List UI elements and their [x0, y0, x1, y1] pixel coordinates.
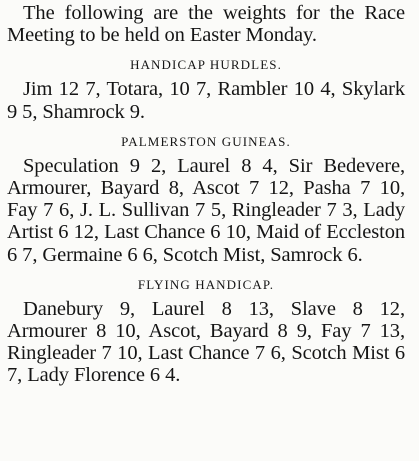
section-heading-palmerston-guineas: PALMERSTON GUINEAS. — [121, 133, 291, 149]
section-heading-flying-handicap: FLYING HANDICAP. — [137, 276, 275, 292]
section-text-flying-handicap: Danebury 9, Laurel 8 13, Slave 8 12, Armourer 8 10, Ascot, Bayard 8 9, Fay 7 13, Ringleader 7 10, Last Chance 7 6, Scotch Mist 6 7, Lady Florence 6 4. — [7, 297, 405, 387]
section-heading-handicap-hurdles: HANDICAP HURDLES. — [130, 57, 282, 73]
intro-paragraph: The following are the weights for the Race Meeting to be held on Easter Monday. — [7, 2, 405, 47]
section-text-handicap-hurdles: Jim 12 7, Totara, 10 7, Rambler 10 4, Skylark 9 5, Shamrock 9. — [7, 78, 405, 123]
section-text-palmerston-guineas: Speculation 9 2, Laurel 8 4, Sir Bedevere, Armourer, Bayard 8, Ascot 7 12, Pasha 7 10, Fay 7 6, J. L. Sullivan 7 5, Ringleader 7 3, Lady Artist 6 12, Last Chance 6 10, Maid of Eccleston 6 7, Germaine 6 6, Scotch Mist, Samrock 6. — [7, 154, 405, 266]
